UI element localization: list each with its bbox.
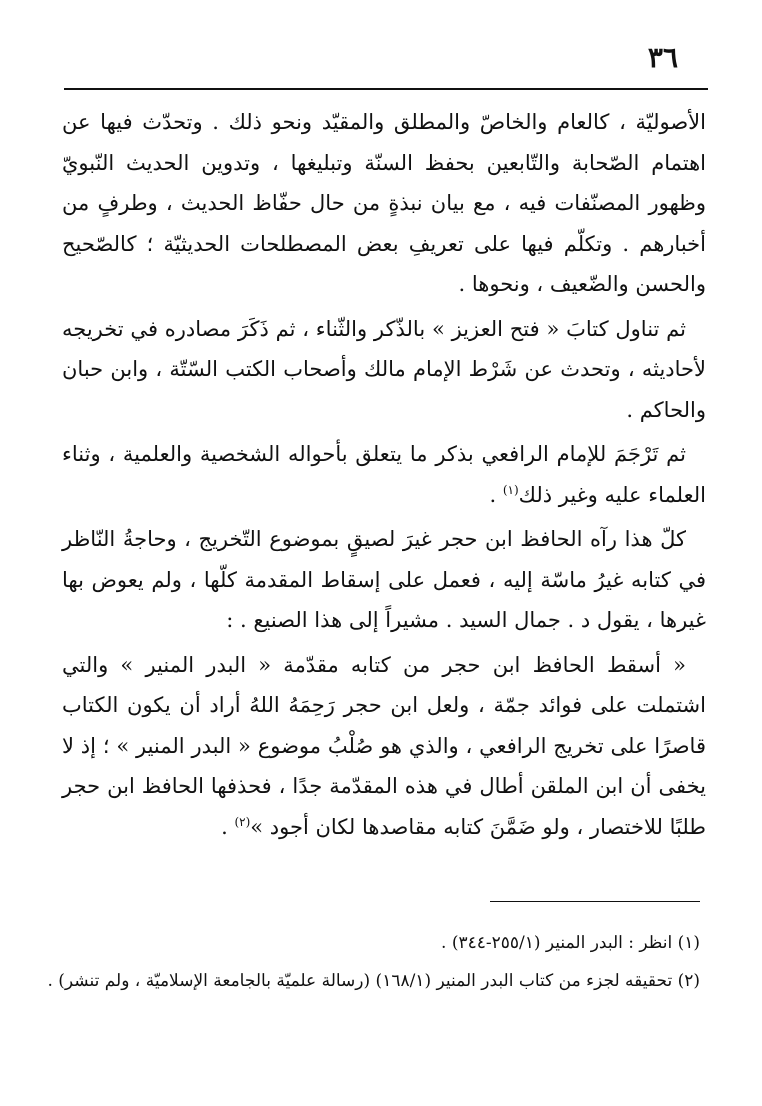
paragraph-2: ثم تناول كتابَ « فتح العزيز » بالذّكر والثّناء ، ثم ذَكَرَ مصادره في تخريجه لأحاديثه ، وتحدث عن شَرْط الإمام مالك وأصحاب الكتب السّتّة ، وابن حبان والحاكم . <box>62 316 706 422</box>
footnote-ref-1: (١) <box>502 482 519 497</box>
quotation-text: « أسقط الحافظ ابن حجر من كتابه مقدّمة « البدر المنير » والتي اشتملت على فوائد جمّة ، ولعل ابن حجر رَحِمَهُ اللهُ أراد أن يكون الكتاب قاصرًا على تخريج الرافعي ، والذي هو صُلْبُ موضوع « البدر المنير » ؛ إذ لا يخفى أن ابن الملقن أطال في هذه المقدّمة جدًا ، فحذفها الحافظ ابن حجر طلبًا للاختصار ، ولو ضَمَّنَ كتابه مقاصدها لكان أجود » <box>62 652 706 839</box>
footnote-divider <box>490 901 700 902</box>
page-number: ٣٦ <box>647 41 678 74</box>
quotation-end: . <box>221 814 235 839</box>
paragraph-3 <box>62 434 706 515</box>
footnote-ref-2: (٢) <box>234 814 251 829</box>
paragraph-3-text: ثم تَرْجَمَ للإمام الرافعي بذكر ما يتعلق بأحواله الشخصية والعلمية ، وثناء العلماء عليه وغير ذلك <box>62 442 706 507</box>
header-divider <box>64 88 708 90</box>
footnotes <box>40 924 700 1000</box>
footnote-2: (٢) تحقيقه لجزء من كتاب البدر المنير (١٦٨/١) (رسالة علميّة بالجامعة الإسلاميّة ، ولم تنشر) . <box>47 971 700 991</box>
paragraph-1: الأصوليّة ، كالعام والخاصّ والمطلق والمقيّد ونحو ذلك . وتحدّث فيها عن اهتمام الصّحابة والتّابعين بحفظ السنّة وتبليغها ، وتدوين الحديث النّبويّ وظهور المصنّفات فيه ، مع بيان نبذةٍ من حال حفّاظ الحديث ، وطرفٍ من أخبارهم . وتكلّم فيها على تعريفِ بعض المصطلحات الحديثيّة ؛ كالصّحيح والحسن والضّعيف ، ونحوها . <box>62 110 706 296</box>
footnote-1: (١) انظر : البدر المنير (٢٥٥/١-٣٤٤) . <box>441 933 700 953</box>
paragraph-4: كلّ هذا رآه الحافظ ابن حجر غيرَ لصيقٍ بموضوع التّخريج ، وحاجةُ النّاظر في كتابه غيرُ ماسّة إليه ، فعمل على إسقاط المقدمة كلّها ، ولم يعوض بها غيرها ، يقول د . جمال السيد . مشيراً إلى هذا الصنيع . : <box>62 527 706 632</box>
main-text <box>62 102 706 851</box>
paragraph-3-end: . <box>489 482 503 507</box>
quotation-paragraph <box>62 645 706 848</box>
